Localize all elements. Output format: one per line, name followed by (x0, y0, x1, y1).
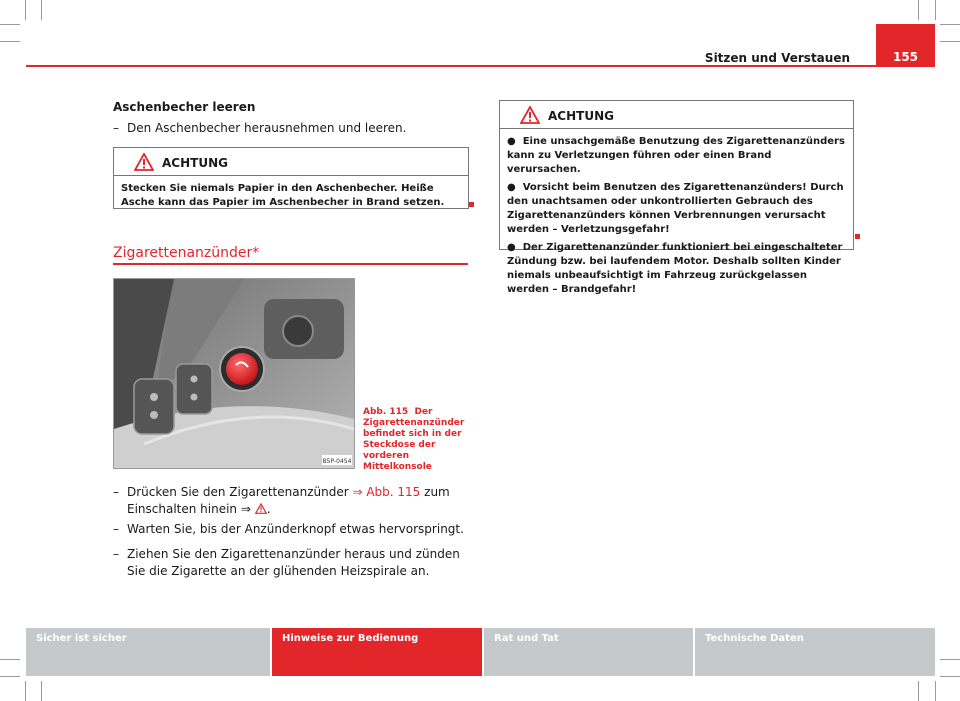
warning-item (507, 135, 846, 177)
dash: – (113, 121, 119, 135)
bullet: ● (507, 242, 516, 253)
header-rule (26, 65, 935, 67)
figure-code: B5P-0454 (322, 458, 352, 465)
crop-mark (0, 676, 20, 677)
footer-tab-label: Hinweise zur Bedienung (282, 633, 419, 644)
console-illustration (114, 279, 354, 468)
footer-tab-label: Rat und Tat (494, 633, 559, 644)
warning-title: ACHTUNG (548, 109, 614, 123)
warning-header (114, 148, 468, 176)
step-pull-out (113, 546, 468, 580)
footer-tab-advice[interactable] (484, 628, 693, 676)
figure-link[interactable]: ⇒ Abb. 115 (352, 485, 421, 499)
end-mark (469, 202, 474, 207)
figure-label: Abb. 115 (363, 407, 409, 417)
warning-box-ashtray (113, 147, 469, 209)
footer-tab-operation[interactable] (272, 628, 482, 676)
crop-mark (935, 681, 936, 701)
section-title-cigarette-lighter: Zigarettenanzünder* (113, 245, 260, 261)
warning-item-text: Vorsicht beim Benutzen des Zigarettenanzünders! Durch den unachtsamen oder unkontrollierten Gebrauch des Zigarettenanzünders können Verbrennungen verursacht werden – Verletzungsgefahr! (507, 182, 844, 235)
bullet: ● (507, 182, 516, 193)
step-text: Den Aschenbecher herausnehmen und leeren. (127, 121, 407, 135)
crop-mark (41, 681, 42, 701)
crop-mark (41, 0, 42, 20)
step-text: Warten Sie, bis der Anzünderknopf etwas hervorspringt. (127, 522, 464, 536)
crop-mark (940, 676, 960, 677)
warning-triangle-icon (520, 106, 540, 124)
crop-mark (0, 24, 20, 25)
footer-tab-technical-data[interactable] (695, 628, 935, 676)
section-rule (113, 263, 468, 265)
step-text (127, 484, 468, 518)
warning-item-text: Der Zigarettenanzünder funktioniert bei eingeschalteter Zündung bzw. bei laufendem Motor. Deshalb sollten Kinder niemals unbeaufsichtigt im Fahrzeug zurückgelassen werden – Brandgefahr! (507, 242, 843, 295)
crop-mark (25, 681, 26, 701)
dash: – (113, 522, 119, 536)
crop-mark (940, 24, 960, 25)
crop-mark (0, 659, 20, 660)
crop-mark (935, 0, 936, 20)
crop-mark (940, 659, 960, 660)
step-text-part: Drücken Sie den Zigarettenanzünder (127, 485, 353, 499)
bullet: ● (507, 136, 516, 147)
step-press-lighter (113, 484, 468, 518)
warning-triangle-icon[interactable] (255, 503, 267, 514)
warning-item (507, 241, 846, 297)
crop-mark (940, 41, 960, 42)
crop-mark (25, 0, 26, 20)
footer-tab-safety[interactable] (26, 628, 270, 676)
page-number: 155 (892, 50, 919, 64)
warning-title: ACHTUNG (162, 156, 228, 170)
crop-mark (918, 681, 919, 701)
figure-cigarette-lighter (113, 278, 355, 469)
warning-item-text: Eine unsachgemäße Benutzung des Zigarettenanzünders kann zu Verletzungen führen oder einen Brand verursachen. (507, 136, 845, 175)
end-mark (855, 234, 860, 239)
warning-item (507, 181, 846, 237)
figure-caption-text: Der Zigarettenanzünder befindet sich in der Steckdose der vorderen Mittelkonsole (363, 407, 465, 472)
dash: – (113, 547, 119, 561)
step-text-part: . (266, 502, 271, 516)
heading-ashtray: Aschenbecher leeren (113, 100, 256, 114)
crop-mark (0, 41, 20, 42)
warning-box-cigarette-lighter (499, 100, 854, 295)
warning-text: Stecken Sie niemals Papier in den Aschenbecher. Heiße Asche kann das Papier im Aschenbecher in Brand setzen. (121, 183, 445, 208)
warning-list (500, 129, 853, 307)
crop-mark (918, 0, 919, 20)
running-header-title: Sitzen und Verstauen (704, 51, 850, 65)
step-text: Ziehen Sie den Zigarettenanzünder heraus und zünden Sie die Zigarette an der glühenden Heizspirale an. (127, 547, 460, 578)
page-number-tab (876, 24, 935, 67)
footer-tab-label: Technische Daten (705, 633, 804, 644)
dash: – (113, 485, 119, 499)
step-text-part: zum Einschalten hinein ⇒ (127, 485, 450, 516)
figure-caption (363, 407, 473, 473)
warning-triangle-icon (134, 153, 154, 171)
warning-header (500, 101, 853, 129)
footer-tab-label: Sicher ist sicher (36, 633, 127, 644)
